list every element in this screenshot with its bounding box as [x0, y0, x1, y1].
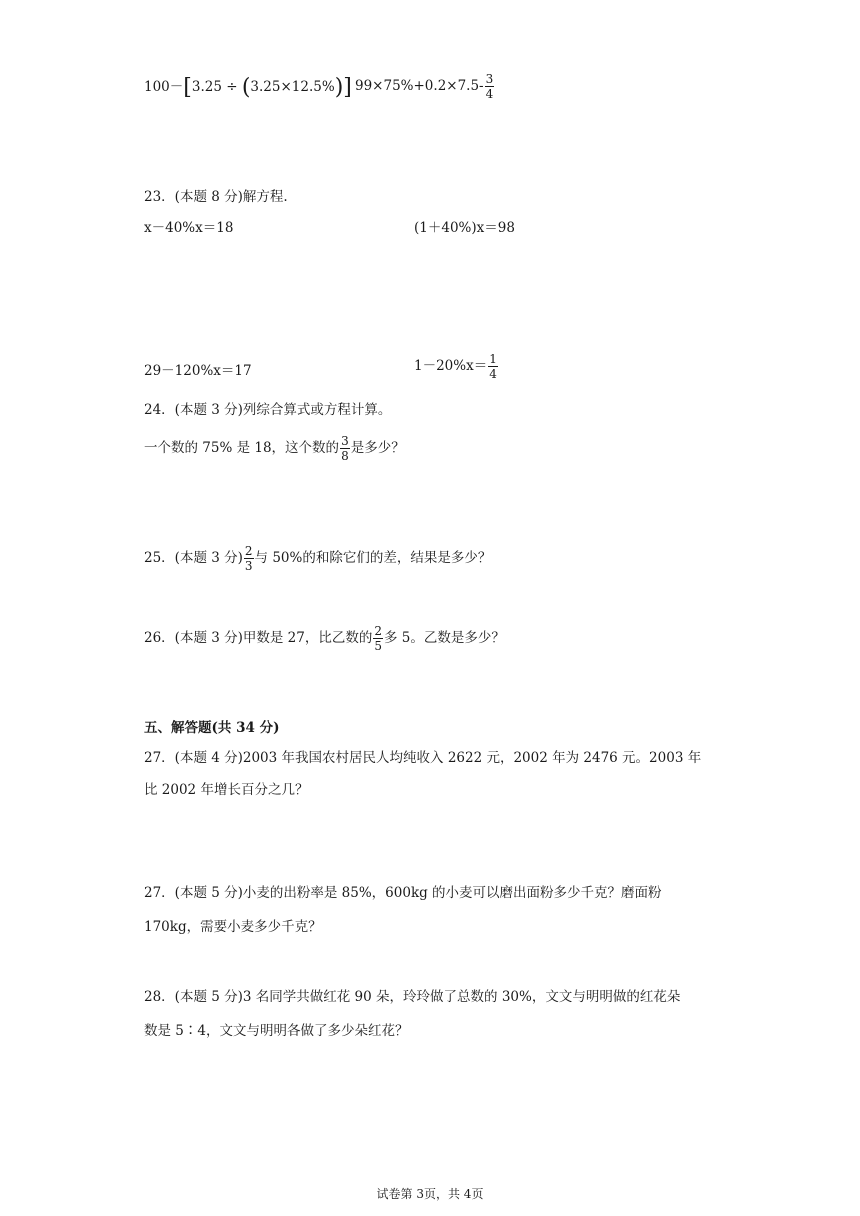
q28-line-1: 28．(本题 5 分)3 名同学共做红花 90 朵，玲玲做了总数的 30%，文文与明明做的红花朵: [144, 989, 681, 1005]
eq4-prefix: 1－20%x＝: [414, 358, 488, 374]
expr2-fraction: [485, 72, 495, 101]
fraction-denominator: 8: [341, 449, 349, 463]
q26-text: [144, 624, 505, 653]
fraction-numerator: 2: [244, 544, 253, 558]
q23-equation-3: 29－120%x＝17: [144, 363, 252, 379]
q25-text: [144, 544, 491, 573]
fraction-numerator: 3: [485, 72, 494, 86]
q25-prefix: 25．(本题 3 分): [144, 550, 243, 566]
q24-fraction: [340, 434, 350, 463]
q26-text-a: 26．(本题 3 分)甲数是 27，比乙数的: [144, 630, 373, 646]
fraction-numerator: 3: [341, 434, 349, 448]
page-footer: 试卷第 3页，共 4页: [376, 1187, 484, 1201]
q28-line-2: 数是 5∶4，文文与明明各做了多少朵红花？: [144, 1023, 409, 1039]
q25-body: 与 50%的和除它们的差，结果是多少？: [254, 550, 492, 566]
right-bracket: ]: [343, 75, 352, 100]
left-paren: (: [241, 75, 251, 100]
fraction-denominator: 5: [374, 639, 382, 653]
q25-fraction: [244, 544, 254, 573]
expr2-text: 99×75%+0.2×7.5-: [355, 78, 484, 94]
q26-text-b: 多 5。乙数是多少？: [384, 630, 505, 646]
fraction-denominator: 3: [244, 559, 253, 573]
left-bracket: [: [183, 75, 192, 100]
fraction-denominator: 4: [489, 367, 497, 381]
q27b-line-2: 170kg，需要小麦多少千克？: [144, 919, 322, 935]
q24-title: 24．(本题 3 分)列综合算式或方程计算。: [144, 402, 392, 418]
section-5-title: 五、解答题(共 34 分): [144, 720, 280, 736]
q23-equation-4: [414, 352, 499, 381]
fraction-numerator: 2: [374, 624, 382, 638]
expr1-core: 3.25×12.5%: [250, 79, 335, 95]
q23-equation-2: (1＋40%)x＝98: [414, 220, 515, 236]
expr1-prefix: 100－: [144, 79, 184, 95]
eq4-fraction: [488, 352, 498, 381]
fraction-denominator: 4: [485, 87, 494, 101]
q24-text-b: 是多少？: [350, 440, 405, 456]
q27a-line-1: 27．(本题 4 分)2003 年我国农村居民人均纯收入 2622 元，2002 年为 2476 元。2003 年: [144, 750, 702, 766]
q24-text-a: 一个数的 75% 是 18，这个数的: [144, 440, 340, 456]
expr1-inner: 3.25 ÷: [191, 79, 242, 95]
q23-equation-1: x－40%x＝18: [144, 220, 234, 236]
calc-expression-1: [144, 75, 352, 100]
q27a-line-2: 比 2002 年增长百分之几？: [144, 782, 309, 798]
calc-expression-2: [355, 72, 495, 101]
q23-title: 23．(本题 8 分)解方程.: [144, 189, 288, 205]
q27b-line-1: 27．(本题 5 分)小麦的出粉率是 85%，600kg 的小麦可以磨出面粉多少千克？磨面粉: [144, 885, 662, 901]
right-paren: ): [334, 75, 344, 100]
fraction-numerator: 1: [489, 352, 497, 366]
q24-text: [144, 434, 405, 463]
q26-fraction: [373, 624, 383, 653]
